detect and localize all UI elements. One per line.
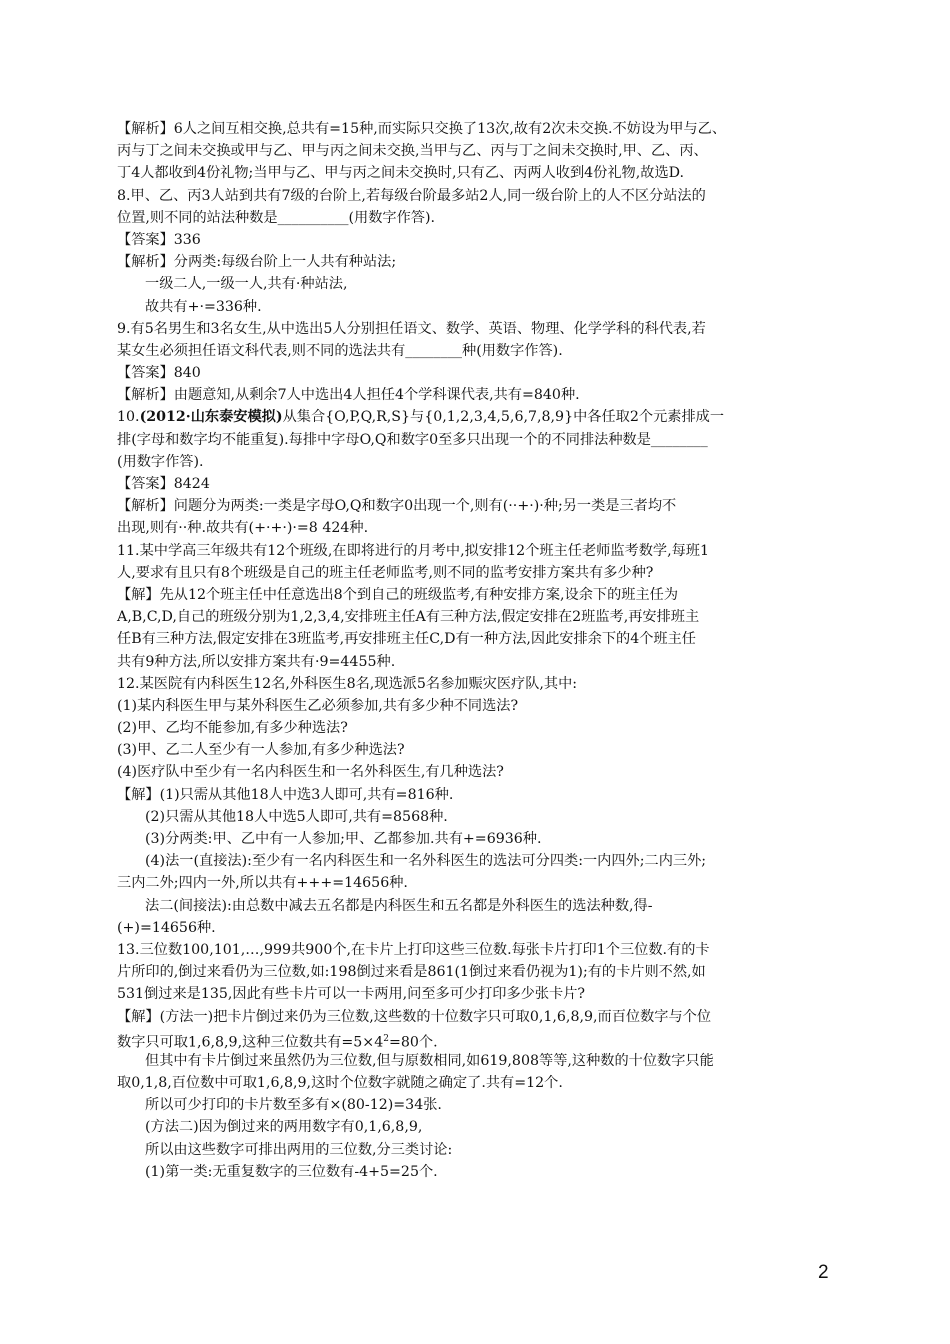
text-line: (2)只需从其他18人中选5人即可,共有=8568种. xyxy=(145,808,448,825)
question-12: 12.某医院有内科医生12名,外科医生8名,现选派5名参加赈灾医疗队,其中: xyxy=(117,675,578,692)
solution-line: 【解】(1)只需从其他18人中选3人即可,共有=816种. xyxy=(117,786,454,803)
text-line: 取0,1,8,百位数中可取1,6,8,9,这时个位数字就随之确定了.共有=12个. xyxy=(117,1075,563,1092)
analysis-line: 【解析】分两类:每级台阶上一人共有种站法; xyxy=(117,254,397,271)
page-number: 2 xyxy=(818,1262,829,1283)
text-line: 所以由这些数字可排出两用的三位数,分三类讨论: xyxy=(145,1141,453,1158)
text-line xyxy=(117,1028,847,1050)
text-line: 所以可少打印的卡片数至多有×(80-12)=34张. xyxy=(145,1097,442,1114)
exponent: 2 xyxy=(383,1033,389,1044)
source-tag: (2012·山东泰安模拟) xyxy=(139,409,283,426)
text-line: 任B有三种方法,假定安排在3班监考,再安排班主任C,D有一种方法,因此安排余下的4个班主任 xyxy=(117,631,696,648)
text-segment: =80个. xyxy=(388,1034,438,1051)
text-line: 法二(间接法):由总数中减去五名都是内科医生和五名都是外科医生的选法种数,得- xyxy=(145,897,653,914)
analysis-line: 【解析】由题意知,从剩余7人中选出4人担任4个学科课代表,共有=840种. xyxy=(117,387,580,404)
text-line: 故共有+·=336种. xyxy=(145,298,262,315)
text-line: A,B,C,D,自己的班级分别为1,2,3,4,安排班主任A有三种方法,假定安排在2班监考,再安排班主 xyxy=(117,609,700,626)
text-line: 出现,则有··种.故共有(+·+·)·=8 424种. xyxy=(117,520,369,537)
answer-line: 【答案】840 xyxy=(117,365,201,382)
text-line: (1)第一类:无重复数字的三位数有-4+5=25个. xyxy=(145,1163,438,1180)
text-line: 丁4人都收到4份礼物;当甲与乙、甲与丙之间未交换时,只有乙、丙两人收到4份礼物,故选D. xyxy=(117,165,685,182)
sub-question: (1)某内科医生甲与某外科医生乙必须参加,共有多少种不同选法? xyxy=(117,697,519,714)
text-line: 人,要求有且只有8个班级是自己的班主任老师监考,则不同的监考安排方案共有多少种? xyxy=(117,564,654,581)
sub-question: (4)医疗队中至少有一名内科医生和一名外科医生,有几种选法? xyxy=(117,764,504,781)
text-line: 但其中有卡片倒过来虽然仍为三位数,但与原数相同,如619,808等等,这种数的十位数字只能 xyxy=(145,1052,714,1069)
question-8: 8.甲、乙、丙3人站到共有7级的台阶上,若每级台阶最多站2人,同一级台阶上的人不区分站法的 xyxy=(117,187,706,204)
solution-line: 【解】先从12个班主任中任意选出8个到自己的班级监考,有种安排方案,设余下的班主任为 xyxy=(117,586,679,603)
text-line: 某女生必须担任语文科代表,则不同的选法共有________种(用数字作答). xyxy=(117,342,563,359)
question-13: 13.三位数100,101,…,999共900个,在卡片上打印这些三位数.每张卡片打印1个三位数.有的卡 xyxy=(117,941,710,958)
question-number: 10. xyxy=(117,409,140,426)
text-line: (3)分两类:甲、乙中有一人参加;甲、乙都参加.共有+=6936种. xyxy=(145,831,542,847)
text-line: 一级二人,一级一人,共有·种站法, xyxy=(145,276,348,293)
sub-question: (2)甲、乙均不能参加,有多少种选法? xyxy=(117,720,348,737)
sub-question: (3)甲、乙二人至少有一人参加,有多少种选法? xyxy=(117,742,405,759)
text-segment: 数字只可取1,6,8,9,这种三位数共有=5×4 xyxy=(117,1034,384,1051)
question-11: 11.某中学高三年级共有12个班级,在即将进行的月考中,拟安排12个班主任老师监考数学,每班1 xyxy=(117,542,709,559)
text-line: 共有9种方法,所以安排方案共有·9=4455种. xyxy=(117,653,396,670)
answer-line: 【答案】336 xyxy=(117,231,201,248)
text-line: 片所印的,倒过来看仍为三位数,如:198倒过来看是861(1倒过来看仍视为1);有的卡片则不然,如 xyxy=(117,964,706,981)
question-10 xyxy=(117,406,847,428)
text-line: 排(字母和数字均不能重复).每排中字母O,Q和数字0至多只出现一个的不同排法种数是________ xyxy=(117,431,708,448)
analysis-line: 【解析】问题分为两类:一类是字母O,Q和数字0出现一个,则有(··+·)·种;另一类是三者均不 xyxy=(117,498,677,515)
answer-line: 【答案】8424 xyxy=(117,476,210,492)
question-9: 9.有5名男生和3名女生,从中选出5人分别担任语文、数学、英语、物理、化学学科的科代表,若 xyxy=(117,320,706,337)
text-line: (方法二)因为倒过来的两用数字有0,1,6,8,9, xyxy=(145,1119,423,1136)
text-line: 丙与丁之间未交换或甲与乙、甲与丙之间未交换,当甲与乙、丙与丁之间未交换时,甲、乙、丙、 xyxy=(117,143,708,160)
text-line: 【解析】6人之间互相交换,总共有=15种,而实际只交换了13次,故有2次未交换.不妨设为甲与乙、 xyxy=(117,121,727,137)
text-line: 531倒过来是135,因此有些卡片可以一卡两用,问至多可少打印多少张卡片? xyxy=(117,986,586,1003)
text-line: (+)=14656种. xyxy=(117,919,216,936)
text-line: (用数字作答). xyxy=(117,453,204,470)
solution-line: 【解】(方法一)把卡片倒过来仍为三位数,这些数的十位数字只可取0,1,6,8,9,而百位数字与个位 xyxy=(117,1008,712,1025)
document-body xyxy=(117,118,847,1183)
text-line: (4)法一(直接法):至少有一名内科医生和一名外科医生的选法可分四类:一内四外;二内三外; xyxy=(145,853,707,870)
question-text: 从集合{O,P,Q,R,S}与{0,1,2,3,4,5,6,7,8,9}中各任取2个元素排成一 xyxy=(282,409,725,426)
text-line: 位置,则不同的站法种数是__________(用数字作答). xyxy=(117,209,436,226)
text-line: 三内二外;四内一外,所以共有+++=14656种. xyxy=(117,875,408,892)
